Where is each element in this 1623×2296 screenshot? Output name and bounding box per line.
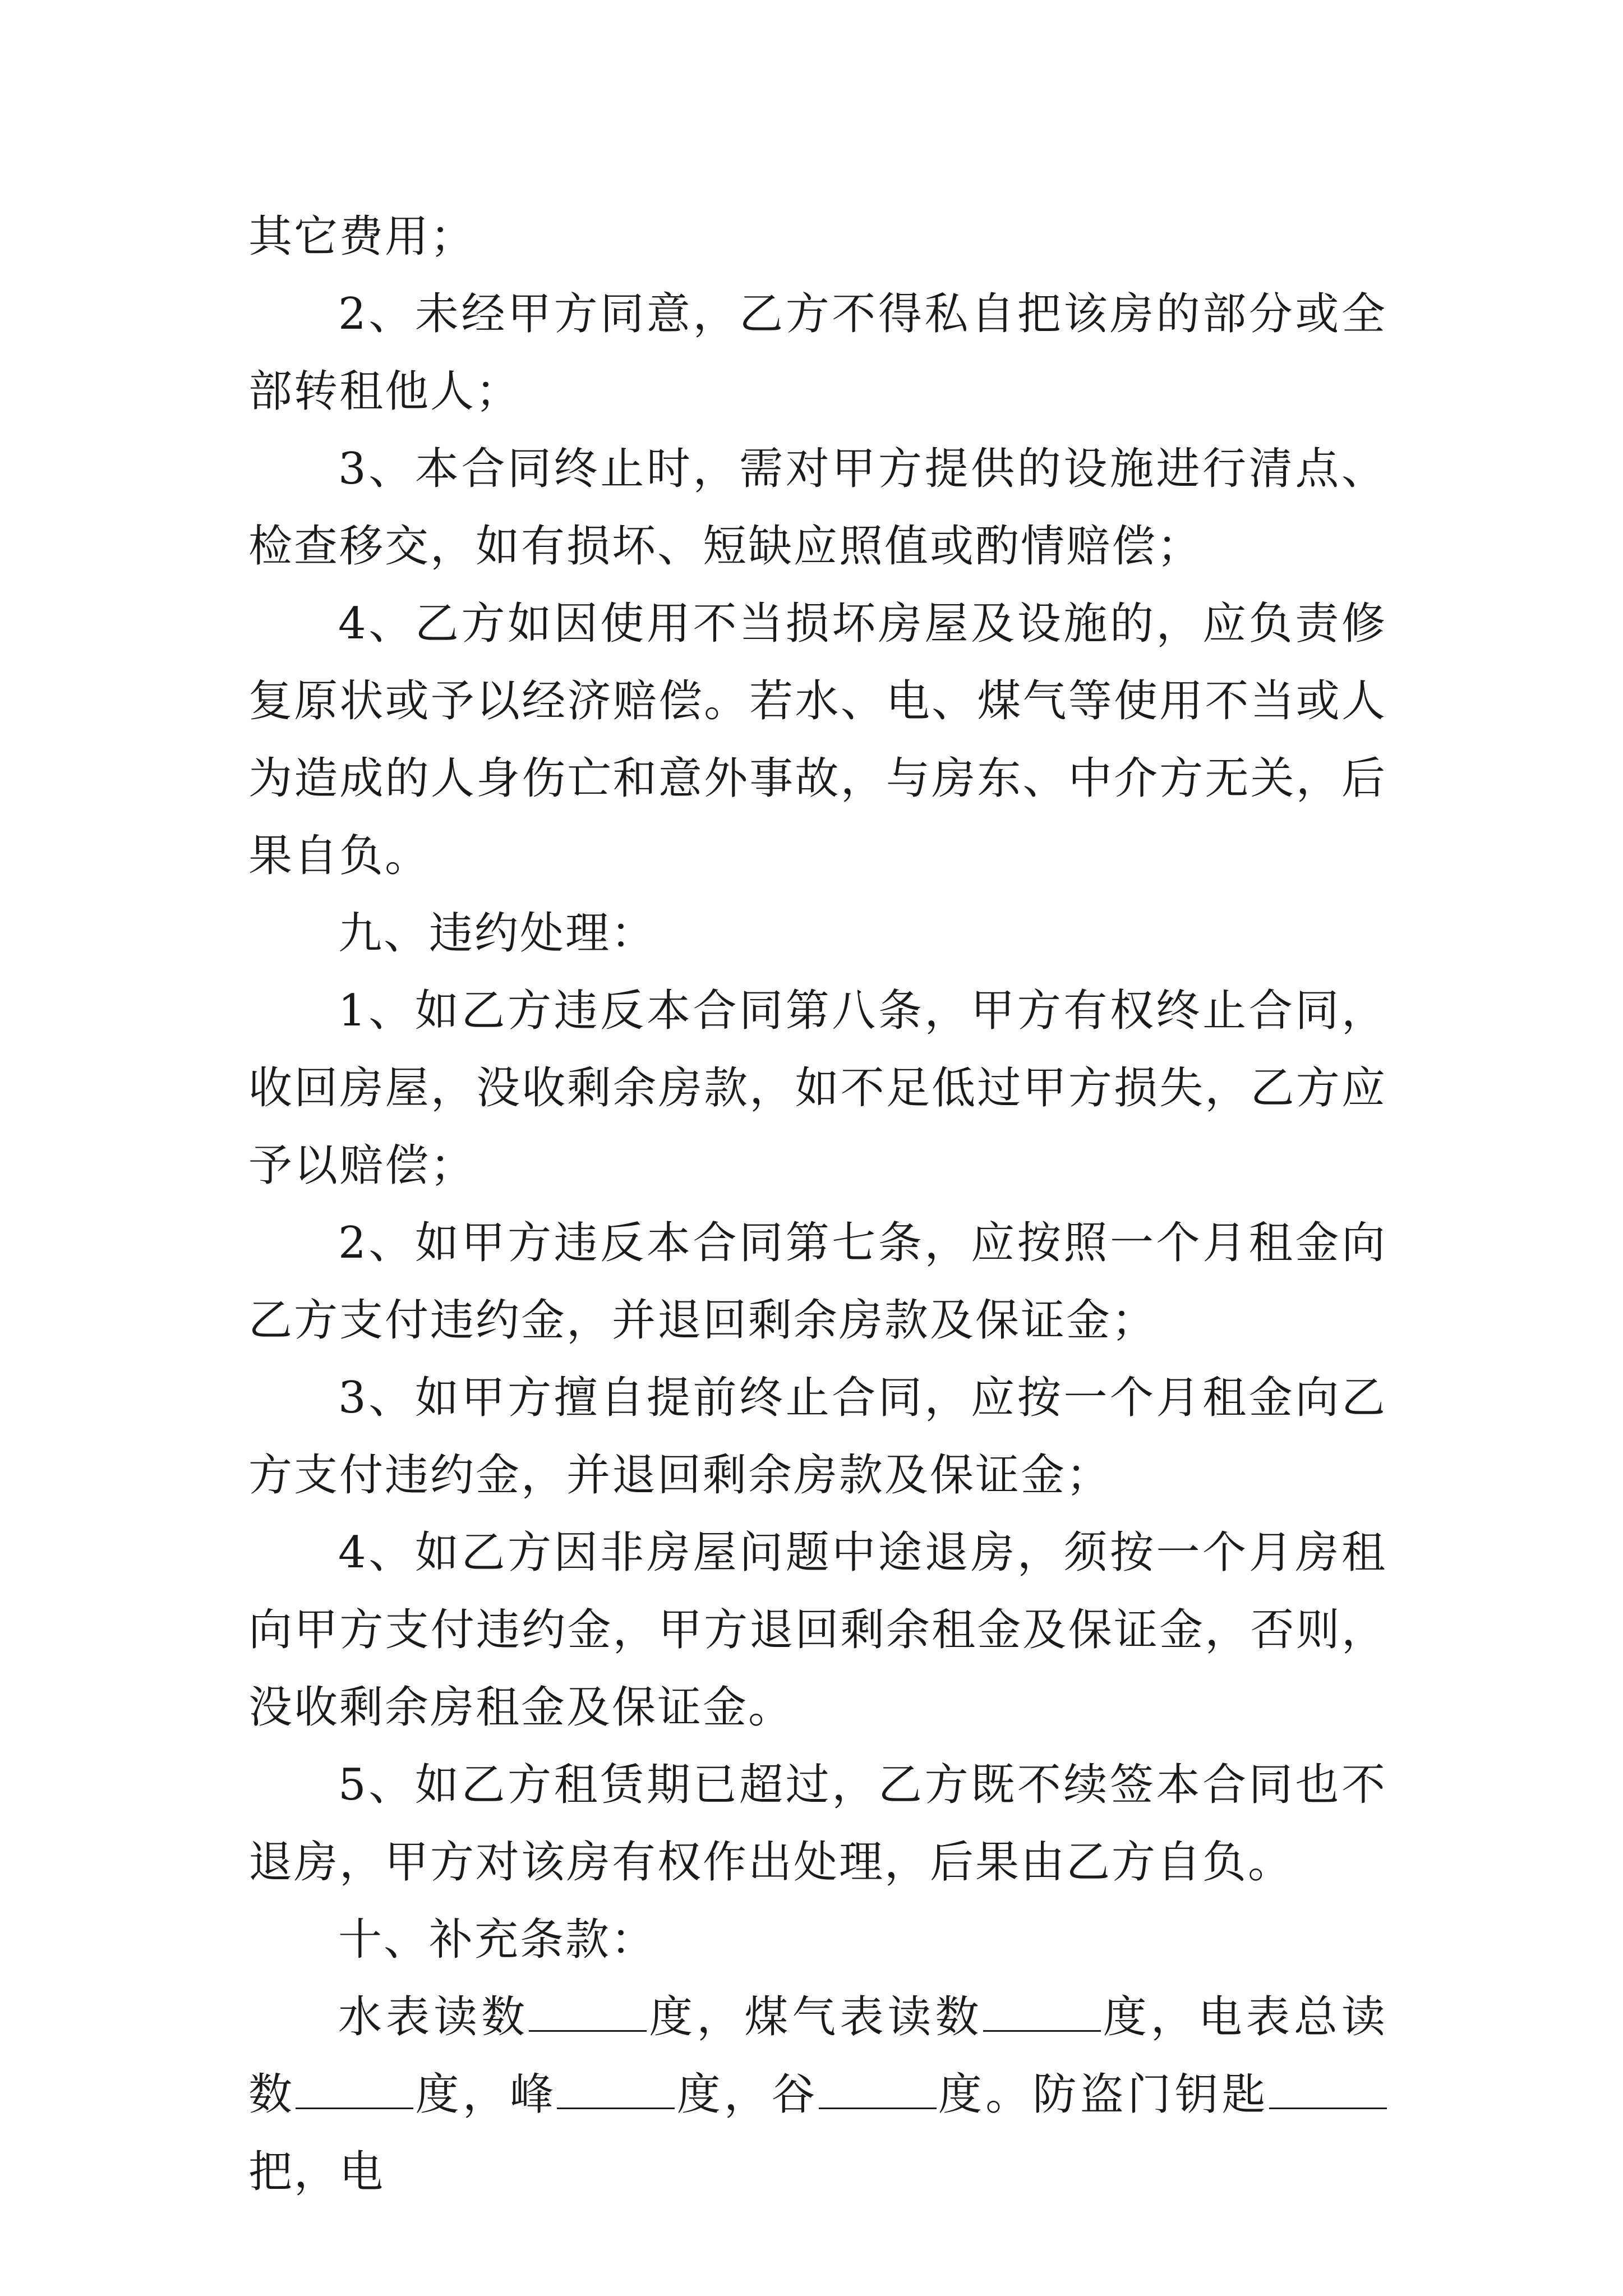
water-meter-unit: 度，	[647, 1992, 745, 2042]
electric-meter-blank[interactable]	[296, 2064, 413, 2109]
section-heading-breach: 九、违约处理：	[338, 908, 657, 959]
paragraph-breach-5: 5、如乙方租赁期已超过，乙方既不续签本合同也不退房，甲方对该房有权作出处理，后果由乙方自负。	[248, 1760, 1387, 1888]
paragraph-breach-3: 3、如甲方擅自提前终止合同，应按一个月租金向乙方支付违约金，并退回剩余房款及保证金；	[248, 1373, 1387, 1501]
door-key-unit: 把，电	[248, 2147, 385, 2197]
peak-unit: 度，	[675, 2069, 772, 2120]
peak-label: 峰	[510, 2069, 557, 2120]
gas-meter-blank[interactable]	[983, 1986, 1101, 2032]
paragraph-breach-4: 4、如乙方因非房屋问题中途退房，须按一个月房租向甲方支付违约金，甲方退回剩余租金及保证金，否则，没收剩余房租金及保证金。	[248, 1527, 1387, 1733]
paragraph-clause-4-damage: 4、乙方如因使用不当损坏房屋及设施的，应负责修复原状或予以经济赔偿。若水、电、煤气等使用不当或人为造成的人身伤亡和意外事故，与房东、中介方无关，后果自负。	[248, 599, 1387, 881]
section-heading-supplementary: 十、补充条款：	[338, 1915, 657, 1965]
gas-meter-label: 煤气表读数	[744, 1992, 983, 2042]
valley-unit: 度。	[936, 2069, 1033, 2120]
paragraph-clause-2-sublet: 2、未经甲方同意，乙方不得私自把该房的部分或全部转租他人；	[248, 289, 1387, 417]
door-key-blank[interactable]	[1269, 2064, 1387, 2109]
paragraph-breach-1: 1、如乙方违反本合同第八条，甲方有权终止合同，收回房屋，没收剩余房款，如不足低过甲方损失，乙方应予以赔偿；	[248, 986, 1387, 1191]
paragraph-meter-readings	[248, 1978, 1387, 2211]
door-key-label: 防盗门钥匙	[1032, 2069, 1269, 2120]
electric-meter-label: 电表总读数	[248, 1992, 1387, 2120]
paragraph-breach-2: 2、如甲方违反本合同第七条，应按照一个月租金向乙方支付违约金，并退回剩余房款及保证金；	[248, 1218, 1387, 1346]
contract-body	[248, 198, 1387, 2211]
paragraph-other-fees: 其它费用；	[248, 211, 476, 262]
valley-blank[interactable]	[819, 2064, 937, 2109]
water-meter-label: 水表读数	[338, 1992, 529, 2042]
paragraph-clause-3-handover: 3、本合同终止时，需对甲方提供的设施进行清点、检查移交，如有损坏、短缺应照值或酌情赔偿；	[248, 444, 1387, 572]
water-meter-blank[interactable]	[529, 1986, 647, 2032]
gas-meter-unit: 度，	[1100, 1992, 1198, 2042]
valley-label: 谷	[771, 2069, 819, 2120]
peak-blank[interactable]	[557, 2064, 675, 2109]
electric-meter-unit: 度，	[413, 2069, 510, 2120]
